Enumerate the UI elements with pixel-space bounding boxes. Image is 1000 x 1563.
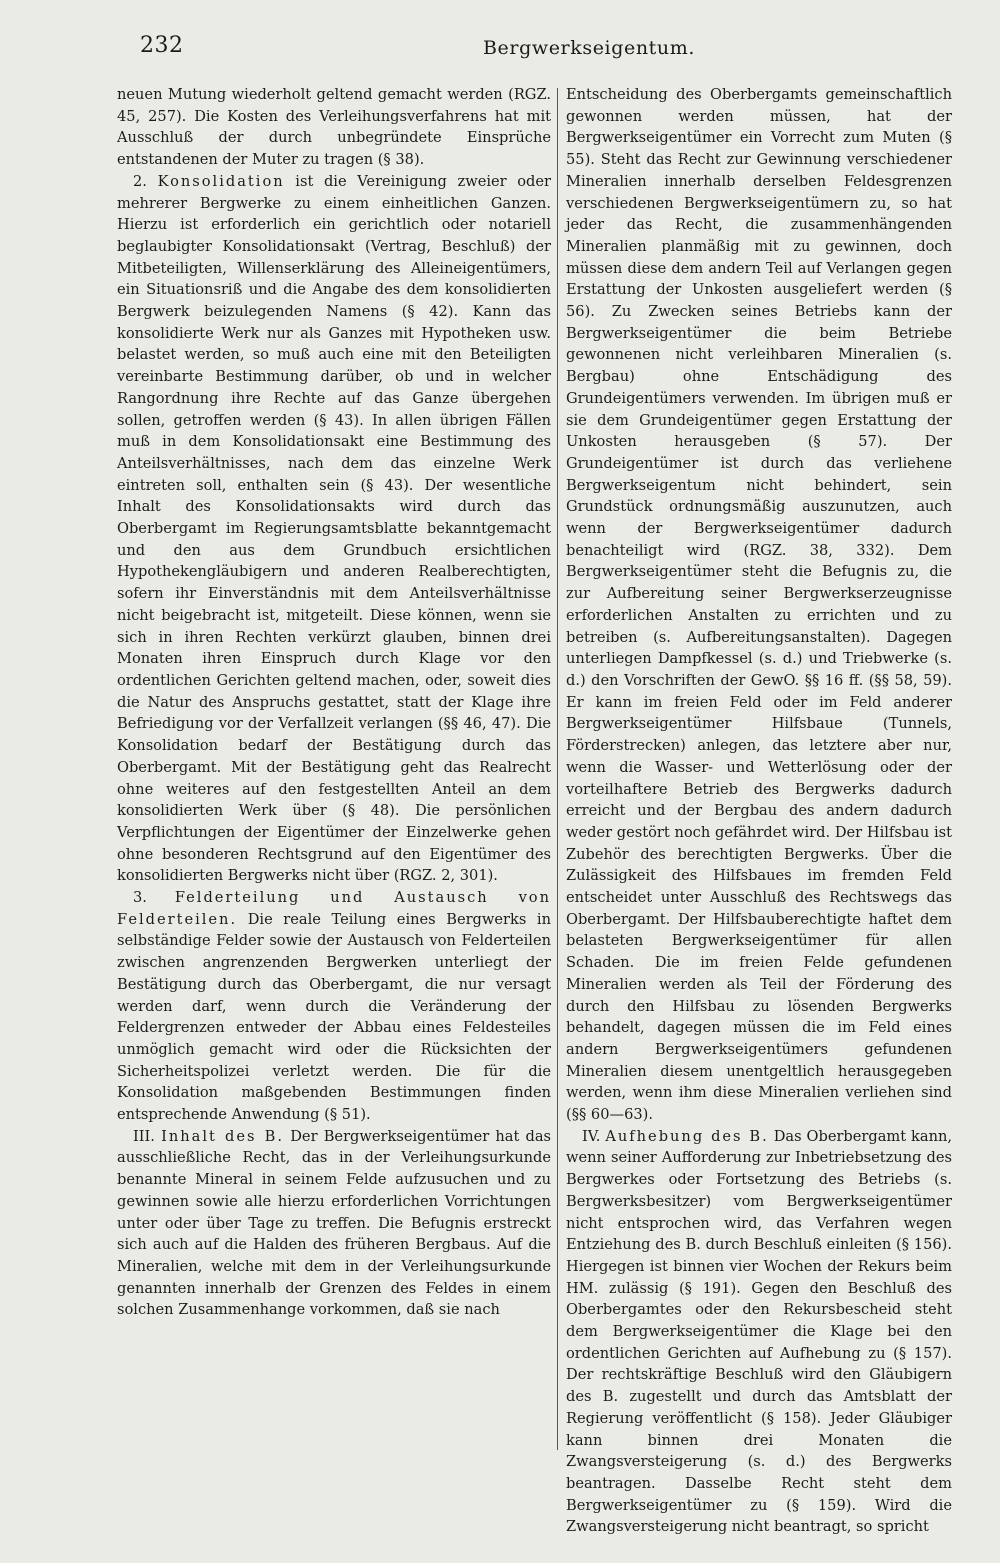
column-divider <box>557 88 558 1450</box>
paragraph-text: ist die Vereinigung zweier oder mehrerer Bergwerke zu einem einheitlichen Ganzen. Hierzu ist erforderlich ein gerichtlich oder notariell beglaubigter Konsolidationsakt (Vertrag, Beschluß) der Mitbeteiligten, Willenserklärung des Alleineigentümers, ein Situationsriß und die Angabe des dem konsolidierten Bergwerk beizulegenden Namens (§ 42). Kann das konsolidierte Werk nur als Ganzes mit Hypotheken usw. belastet werden, so muß auch eine mit den Beteiligten vereinbarte Bestimmung darüber, ob und in welcher Rangordnung ihre Rechte auf das Ganze übergehen sollen, getroffen werden (§ 43). In allen übrigen Fällen muß in dem Konsolidationsakt eine Bestimmung des Anteilsverhältnisses, nach dem das einzelne Werk eintreten soll, enthalten sein (§ 43). Der wesentliche Inhalt des Konsolidationsakts wird durch das Oberbergamt im Regierungsamtsblatte bekanntgemacht und den aus dem Grundbuch ersichtlichen Hypothekengläubigern und anderen Realberechtigten, sofern ihr Einverständnis mit dem Anteilsverhältnisse nicht beigebracht ist, mitgeteilt. Diese können, wenn sie sich in ihren Rechten verkürzt glauben, binnen drei Monaten ihren Einspruch durch Klage vor den ordentlichen Gerichten geltend machen, oder, soweit dies die Natur des Anspruchs gestattet, statt der Klage ihre Befriedigung vor der Verfallzeit verlangen (§§ 46, 47). Die Konsolidation bedarf der Bestätigung durch das Oberbergamt. Mit der Bestätigung geht das Realrecht ohne weiteres auf den festgestellten Anteil an dem konsolidierten Werk über (§ 48). Die persönlichen Verpflichtungen der Eigentümer der Einzelwerke gehen ohne besonderen Rechtsgrund auf den Eigentümer des konsolidierten Bergwerks nicht über (RGZ. 2, 301). <box>117 172 552 885</box>
section-heading: Felderteilung und Austausch von Felderteilen. <box>117 889 551 928</box>
paragraph <box>117 887 551 1126</box>
section-heading: Konsolidation <box>157 172 285 190</box>
paragraph-text: Die reale Teilung eines Bergwerks in selbständige Felder sowie der Austausch von Felderteilen zwischen angrenzenden Bergwerken unterliegt der Bestätigung durch das Oberbergamt, die nur versagt werden darf, wenn durch die Veränderung der Feldergrenzen entweder der Abbau eines Feldesteiles unmöglich gemacht wird oder die Rücksichten der Sicherheitspolizei verletzt werden. Die für die Konsolidation maßgebenden Bestimmungen finden entsprechende Anwendung (§ 51). <box>117 910 551 1124</box>
section-number: 2. <box>133 172 147 190</box>
paragraph-text: Entscheidung des Oberbergamts gemeinschaftlich gewonnen werden müssen, hat der Bergwerkseigentümer ein Vorrecht zum Muten (§ 55). Steht das Recht zur Gewinnung verschiedener Mineralien innerhalb derselben Feldesgrenzen verschiedenen Bergwerkseigentümern zu, so hat jeder das Recht, die zusammenhängenden Mineralien planmäßig mit zu gewinnen, doch müssen diese dem andern Teil auf Verlangen gegen Erstattung der Unkosten ausgeliefert werden (§ 56). Zu Zwecken seines Betriebs kann der Bergwerkseigentümer die beim Betriebe gewonnenen nicht verleihbaren Mineralien (s. Bergbau) ohne Entschädigung des Grundeigentümers verwenden. Im übrigen muß er sie dem Grundeigentümer gegen Erstattung der Unkosten herausgeben (§ 57). Der Grundeigentümer ist durch das verliehene Bergwerkseigentum nicht behindert, sein Grundstück ordnungsmäßig auszunutzen, auch wenn der Bergwerkseigentümer dadurch benachteiligt wird (RGZ. 38, 332). Dem Bergwerkseigentümer steht die Befugnis zu, die zur Aufbereitung seiner Bergwerkserzeugnisse erforderlichen Anstalten zu errichten und zu betreiben (s. Aufbereitungsanstalten). Dagegen unterliegen Dampfkessel (s. d.) und Triebwerke (s. d.) den Vorschriften der GewO. §§ 16 ff. (§§ 58, 59). Er kann im freien Feld oder im Feld anderer Bergwerkseigentümer Hilfsbaue (Tunnels, Förderstrecken) anlegen, das letztere aber nur, wenn die Wasser- und Wetterlösung oder der vorteilhaftere Betrieb des Bergwerks dadurch erreicht und der Bergbau des andern dadurch weder gestört noch gefährdet wird. Der Hilfsbau ist Zubehör des berechtigten Bergwerks. Über die Zulässigkeit des Hilfsbaues im fremden Feld entscheidet unter Ausschluß des Rechtswegs das Oberbergamt. Der Hilfsbauberechtigte haftet dem belasteten Bergwerkseigentümer für allen Schaden. Die im freien Felde gefundenen Mineralien werden als Teil der Förderung des durch den Hilfsbau zu lösenden Bergwerks behandelt, dagegen müssen die im Feld eines andern Bergwerkseigentümers gefundenen Mineralien diesem unentgeltlich herausgegeben werden, wenn ihm diese Mineralien verliehen sind (§§ 60—63). <box>566 86 952 1124</box>
section-number: III. <box>133 1127 155 1145</box>
section-heading: Inhalt des B. <box>161 1127 285 1145</box>
section-heading: Aufhebung des B. <box>605 1127 769 1145</box>
paragraph-text: neuen Mutung wiederholt geltend gemacht werden (RGZ. 45, 257). Die Kosten des Verleihungsverfahrens hat mit Ausschluß der durch unbegründete Einsprüche entstandenen der Muter zu tragen (§ 38). <box>117 86 551 169</box>
section-number: IV. <box>582 1127 601 1145</box>
section-number: 3. <box>133 889 147 907</box>
paragraph <box>566 1126 952 1538</box>
page-number: 232 <box>140 33 184 58</box>
paragraph <box>566 84 952 1126</box>
paragraph-text: Das Oberbergamt kann, wenn seiner Aufforderung zur Inbetriebsetzung des Bergwerkes oder Fortsetzung des Betriebs (s. Bergwerksbesitzer) vom Bergwerkseigentümer nicht entsprochen wird, das Verfahren wegen Entziehung des B. durch Beschluß einleiten (§ 156). Hiergegen ist binnen vier Wochen der Rekurs beim HM. zulässig (§ 191). Gegen den Beschluß des Oberbergamtes oder den Rekursbescheid steht dem Bergwerkseigentümer die Klage bei den ordentlichen Gerichten auf Aufhebung zu (§ 157). Der rechtskräftige Beschluß wird den Gläubigern des B. zugestellt und durch das Amtsblatt der Regierung veröffentlicht (§ 158). Jeder Gläubiger kann binnen drei Monaten die Zwangsversteigerung (s. d.) des Bergwerks beantragen. Dasselbe Recht steht dem Bergwerkseigentümer zu (§ 159). Wird die Zwangsversteigerung nicht beantragt, so spricht <box>566 1127 953 1536</box>
right-column <box>566 84 952 1538</box>
paragraph <box>117 171 551 887</box>
paragraph <box>117 84 551 171</box>
left-column <box>117 84 551 1321</box>
paragraph <box>117 1126 551 1321</box>
running-head: Bergwerkseigentum. <box>483 37 695 59</box>
paragraph-text: Der Bergwerkseigentümer hat das ausschließliche Recht, das in der Verleihungsurkunde benannte Mineral in seinem Felde aufzusuchen und zu gewinnen sowie alle hierzu erforderlichen Vorrichtungen unter oder über Tage zu treffen. Die Befugnis erstreckt sich auch auf die Halden des früheren Bergbaus. Auf die Mineralien, welche mit dem in der Verleihungsurkunde genannten innerhalb der Grenzen des Feldes in einem solchen Zusammenhange vorkommen, daß sie nach <box>117 1127 552 1319</box>
